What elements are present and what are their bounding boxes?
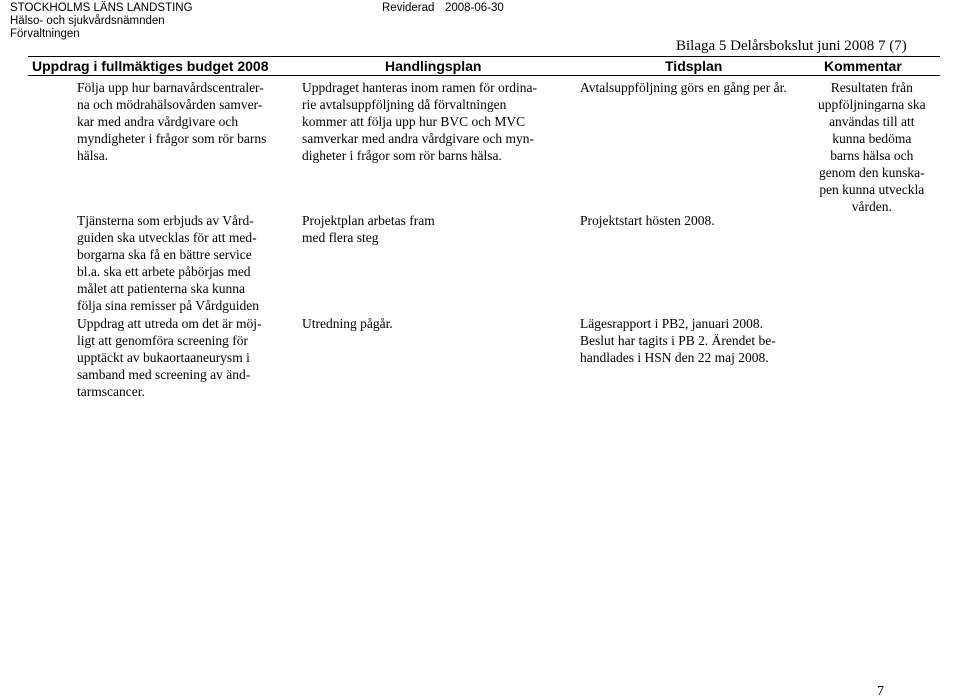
row-2-handlingsplan: Projektplan arbetas fram med flera steg [302,213,435,245]
column-header-handlingsplan: Handlingsplan [385,58,482,74]
row-1-kommentar: Resultaten från uppföljningarna ska användas till att kunna bedöma barns hälsa och genom den kunska- pen kunna utveckla vården. [818,80,926,214]
department-name: Hälso- och sjukvårdsnämnden [10,15,165,27]
row-3-handlingsplan: Utredning pågår. [302,316,393,331]
row-3-tidsplan: Lägesrapport i PB2, januari 2008. Beslut har tagits i PB 2. Ärendet be- handlades i HSN den 22 maj 2008. [580,316,776,365]
row-2-uppdrag: Tjänsterna som erbjuds av Vård- guiden ska utvecklas för att med- borgarna ska få en bättre service bl.a. ska ett arbete påbörjas med målet att patienterna ska kunna följa sina remisser på Vårdguiden [77,213,259,313]
revised-date: 2008-06-30 [445,2,504,14]
column-header-kommentar: Kommentar [824,58,902,74]
office-name: Förvaltningen [10,28,80,40]
row-2-tidsplan: Projektstart hösten 2008. [580,213,715,228]
column-header-uppdrag: Uppdrag i fullmäktiges budget 2008 [32,58,269,74]
column-header-tidsplan: Tidsplan [665,58,723,74]
page-number: 7 [877,684,884,699]
table-header-rule [28,75,940,76]
row-3-uppdrag: Uppdrag att utreda om det är möj- ligt att genomföra screening för upptäckt av bukaortaaneurysm i samband med screening av änd- tarmscancer. [77,316,262,399]
row-1-handlingsplan: Uppdraget hanteras inom ramen för ordina- rie avtalsuppföljning då förvaltningen kommer att följa upp hur BVC och MVC samverkar med andra vårdgivare och myn- digheter i frågor som rör barns hälsa. [302,80,538,163]
org-name: STOCKHOLMS LÄNS LANDSTING [10,2,193,14]
appendix-title: Bilaga 5 Delårsbokslut juni 2008 7 (7) [676,38,907,54]
row-1-uppdrag: Följa upp hur barnavårdscentraler- na och mödrahälsovården samver- kar med andra vårdgivare och myndigheter i frågor som rör barns hälsa. [77,80,267,163]
revised-label: Reviderad [382,2,435,14]
row-1-tidsplan: Avtalsuppföljning görs en gång per år. [580,80,787,95]
